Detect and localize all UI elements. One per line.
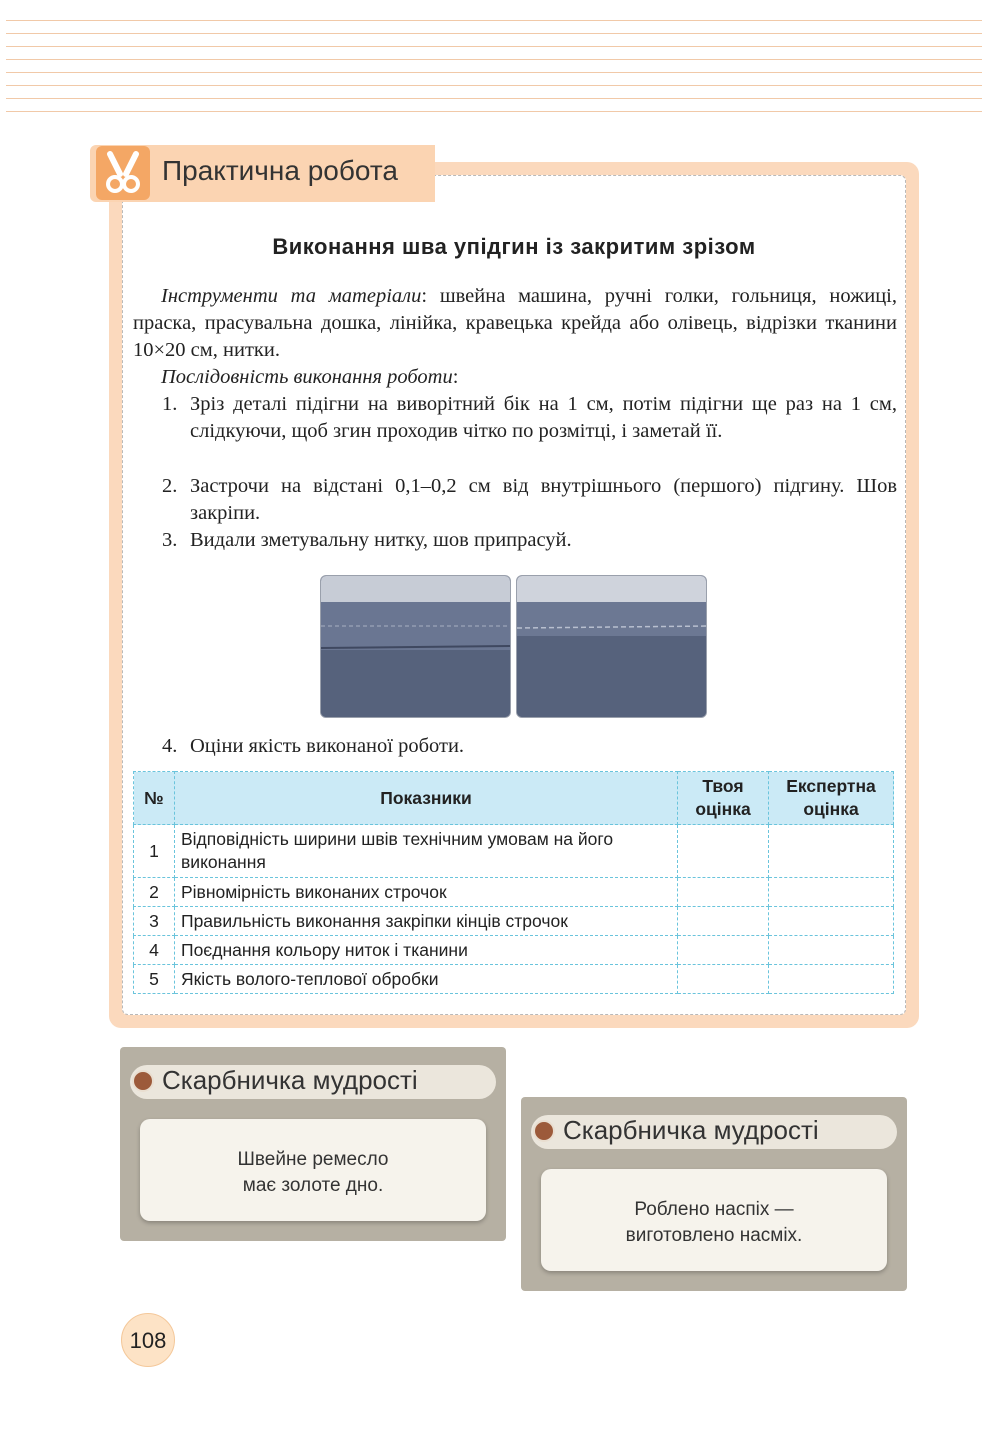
row-number: 1 [134, 825, 175, 878]
wisdom-box-2 [521, 1097, 907, 1291]
row-number: 4 [134, 936, 175, 965]
step-number: 3. [162, 529, 178, 551]
wisdom-card [541, 1169, 887, 1271]
scissors-icon [96, 146, 150, 200]
wisdom-title: Скарбничка мудрості [563, 1115, 819, 1145]
seam-photo-right [516, 575, 707, 718]
sequence-colon: : [452, 366, 459, 388]
step-text: Зріз деталі підігни на виворітний бік на 1 см, потім підігни ще раз на 1 см, слідкуючи, щоб згин проходив чітко по розмітці, і заметай її. [190, 393, 897, 442]
button-bullet-icon [132, 1070, 154, 1092]
button-bullet-icon [533, 1120, 555, 1142]
table-row [134, 907, 894, 936]
expert-score-cell[interactable] [769, 936, 894, 965]
self-score-cell[interactable] [678, 878, 769, 907]
expert-score-cell[interactable] [769, 878, 894, 907]
wisdom-card [140, 1119, 486, 1221]
self-score-cell[interactable] [678, 965, 769, 994]
step-number: 2. [162, 475, 178, 497]
ruled-lines-decoration [6, 8, 982, 108]
tools-paragraph [133, 283, 897, 364]
step-item [162, 527, 897, 554]
col-header-expert-score: Експертна оцінка [769, 772, 894, 825]
step-number: 4. [162, 735, 178, 757]
step-item [162, 391, 897, 445]
row-indicator: Відповідність ширини швів технічним умовам на його виконання [175, 825, 678, 878]
step-text: Оціни якість виконаної роботи. [190, 735, 465, 757]
step-item [162, 473, 897, 527]
col-header-self-score: Твоя оцінка [678, 772, 769, 825]
wisdom-title: Скарбничка мудрості [162, 1065, 418, 1095]
expert-score-cell[interactable] [769, 825, 894, 878]
step-text: Видали зметувальну нитку, шов припрасуй. [190, 529, 572, 551]
seam-photo-left [320, 575, 511, 718]
evaluation-table [133, 771, 894, 994]
task-title: Виконання шва упідгин із закритим зрізом [272, 234, 756, 259]
sequence-heading [133, 364, 897, 391]
tools-text: : швейна машина, ручні голки, гольниця, ножиці, праска, прасувальна дошка, лінійка, кравецька крейда або олівець, відрізки тканини 10×20 см, нитки. [133, 285, 897, 361]
col-header-number: № [134, 772, 175, 825]
step-number: 1. [162, 393, 178, 415]
row-indicator: Правильність виконання закріпки кінців строчок [175, 907, 678, 936]
tools-label: Інструменти та матеріали [161, 285, 422, 307]
row-number: 3 [134, 907, 175, 936]
table-row [134, 965, 894, 994]
self-score-cell[interactable] [678, 825, 769, 878]
table-row [134, 878, 894, 907]
table-row [134, 825, 894, 878]
page-number: 108 [121, 1313, 175, 1367]
row-number: 5 [134, 965, 175, 994]
row-number: 2 [134, 878, 175, 907]
row-indicator: Якість волого-теплової обробки [175, 965, 678, 994]
wisdom-line: виготовлено насміх. [625, 1225, 803, 1246]
sequence-label: Послідовність виконання роботи [161, 366, 453, 388]
wisdom-line: Швейне ремесло [237, 1149, 389, 1170]
wisdom-box-1 [120, 1047, 506, 1241]
table-header-row [134, 772, 894, 825]
table-row [134, 936, 894, 965]
self-score-cell[interactable] [678, 936, 769, 965]
row-indicator: Рівномірність виконаних строчок [175, 878, 678, 907]
expert-score-cell[interactable] [769, 965, 894, 994]
col-header-indicators: Показники [175, 772, 678, 825]
step-item [162, 733, 897, 760]
self-score-cell[interactable] [678, 907, 769, 936]
expert-score-cell[interactable] [769, 907, 894, 936]
practical-work-title: Практична робота [162, 155, 398, 186]
wisdom-line: має золоте дно. [242, 1175, 384, 1196]
wisdom-line: Роблено наспіх — [634, 1199, 794, 1220]
step-text: Застрочи на відстані 0,1–0,2 см від внутрішнього (першого) підгину. Шов закріпи. [190, 475, 897, 524]
row-indicator: Поєднання кольору ниток і тканини [175, 936, 678, 965]
